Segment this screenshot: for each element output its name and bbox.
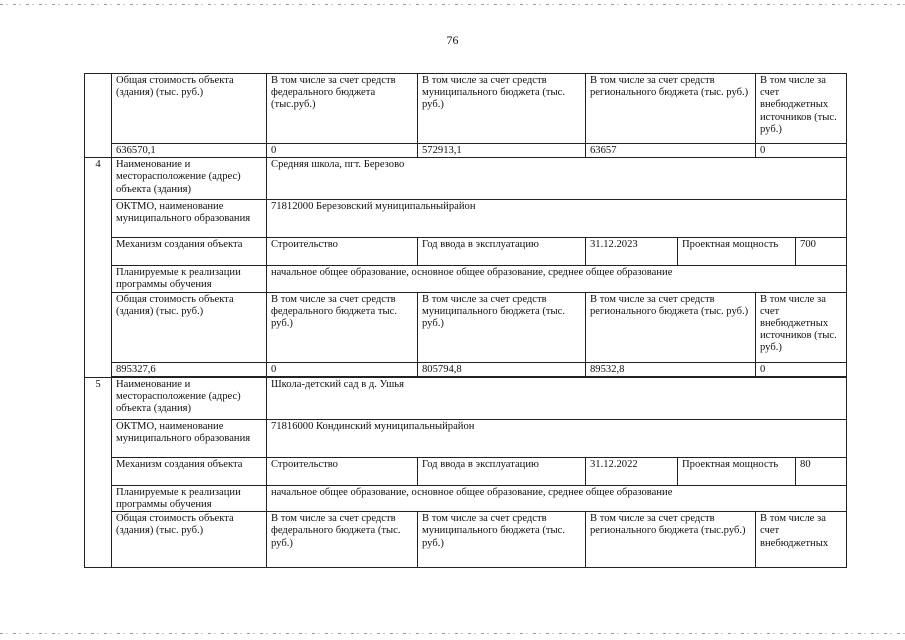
mechanism-label: Механизм создания объекта bbox=[112, 457, 267, 485]
year-value: 31.12.2023 bbox=[586, 238, 678, 266]
oktmo-value: 71816000 Кондинский муниципальныйрайон bbox=[267, 419, 847, 457]
cost-regional-label: В том числе за счет средств регионального бюджета (тыс.руб.) bbox=[586, 512, 756, 568]
table-row bbox=[85, 238, 847, 266]
cost-regional-value: 63657 bbox=[586, 144, 756, 158]
cost-municipal-label: В том числе за счет средств муниципального бюджета (тыс. руб.) bbox=[418, 292, 586, 362]
programs-value: начальное общее образование, основное общее образование, среднее общее образование bbox=[267, 485, 847, 511]
cost-regional-label: В том числе за счет средств регионального бюджета (тыс. руб.) bbox=[586, 74, 756, 144]
programs-value: начальное общее образование, основное общее образование, среднее общее образование bbox=[267, 266, 847, 292]
cost-total-value: 636570,1 bbox=[112, 144, 267, 158]
cost-regional-label: В том числе за счет средств регионального бюджета (тыс. руб.) bbox=[586, 292, 756, 362]
programs-label: Планируемые к реализации программы обучения bbox=[112, 485, 267, 511]
cost-total-value: 895327,6 bbox=[112, 362, 267, 376]
table-row bbox=[85, 200, 847, 238]
cost-extra-value: 0 bbox=[756, 362, 847, 376]
cost-federal-label: В том числе за счет средств федерального бюджета тыс. руб.) bbox=[267, 292, 418, 362]
cost-federal-value: 0 bbox=[267, 144, 418, 158]
table-row bbox=[85, 485, 847, 511]
table-row bbox=[85, 419, 847, 457]
capacity-value: 700 bbox=[796, 238, 847, 266]
name-value: Средняя школа, пгт. Березово bbox=[267, 158, 847, 200]
cost-federal-value: 0 bbox=[267, 362, 418, 376]
cost-extra-label: В том числе за счет внебюджетных bbox=[756, 512, 847, 568]
oktmo-value: 71812000 Березовский муниципальныйрайон bbox=[267, 200, 847, 238]
page-number: 76 bbox=[446, 33, 459, 47]
name-label: Наименование и месторасположение (адрес) объекта (здания) bbox=[112, 377, 267, 419]
cost-federal-label: В том числе за счет средств федерального бюджета (тыс.руб.) bbox=[267, 74, 418, 144]
row-number-cell bbox=[85, 74, 112, 158]
object-number: 4 bbox=[85, 158, 112, 378]
scan-artifact-bottom bbox=[0, 633, 905, 634]
cost-total-label: Общая стоимость объекта (здания) (тыс. руб.) bbox=[112, 512, 267, 568]
programs-label: Планируемые к реализации программы обучения bbox=[112, 266, 267, 292]
table-row bbox=[85, 457, 847, 485]
table-row bbox=[85, 158, 847, 200]
table-row bbox=[85, 266, 847, 292]
oktmo-label: ОКТМО, наименование муниципального образования bbox=[112, 419, 267, 457]
table-row bbox=[85, 362, 847, 376]
scan-artifact-top bbox=[0, 4, 905, 5]
year-value: 31.12.2022 bbox=[586, 457, 678, 485]
table-row bbox=[85, 74, 847, 144]
table-row bbox=[85, 512, 847, 568]
cost-extra-value: 0 bbox=[756, 144, 847, 158]
mechanism-value: Строительство bbox=[267, 238, 418, 266]
year-label: Год ввода в эксплуатацию bbox=[418, 238, 586, 266]
mechanism-label: Механизм создания объекта bbox=[112, 238, 267, 266]
objects-table bbox=[84, 73, 847, 568]
cost-total-label: Общая стоимость объекта (здания) (тыс. руб.) bbox=[112, 292, 267, 362]
name-label: Наименование и месторасположение (адрес) объекта (здания) bbox=[112, 158, 267, 200]
cost-federal-label: В том числе за счет средств федерального бюджета (тыс. руб.) bbox=[267, 512, 418, 568]
cost-municipal-value: 805794,8 bbox=[418, 362, 586, 376]
table-row bbox=[85, 377, 847, 419]
cost-total-label: Общая стоимость объекта (здания) (тыс. руб.) bbox=[112, 74, 267, 144]
cost-municipal-value: 572913,1 bbox=[418, 144, 586, 158]
table-row bbox=[85, 292, 847, 362]
year-label: Год ввода в эксплуатацию bbox=[418, 457, 586, 485]
name-value: Школа-детский сад в д. Ушья bbox=[267, 377, 847, 419]
object-number: 5 bbox=[85, 377, 112, 567]
capacity-label: Проектная мощность bbox=[678, 238, 796, 266]
cost-regional-value: 89532,8 bbox=[586, 362, 756, 376]
table-row bbox=[85, 144, 847, 158]
oktmo-label: ОКТМО, наименование муниципального образования bbox=[112, 200, 267, 238]
cost-municipal-label: В том числе за счет средств муниципального бюджета (тыс. руб.) bbox=[418, 74, 586, 144]
capacity-value: 80 bbox=[796, 457, 847, 485]
cost-extra-label: В том числе за счет внебюджетных источников (тыс. руб.) bbox=[756, 74, 847, 144]
cost-extra-label: В том числе за счет внебюджетных источников (тыс. руб.) bbox=[756, 292, 847, 362]
capacity-label: Проектная мощность bbox=[678, 457, 796, 485]
mechanism-value: Строительство bbox=[267, 457, 418, 485]
cost-municipal-label: В том числе за счет средств муниципального бюджета (тыс. руб.) bbox=[418, 512, 586, 568]
